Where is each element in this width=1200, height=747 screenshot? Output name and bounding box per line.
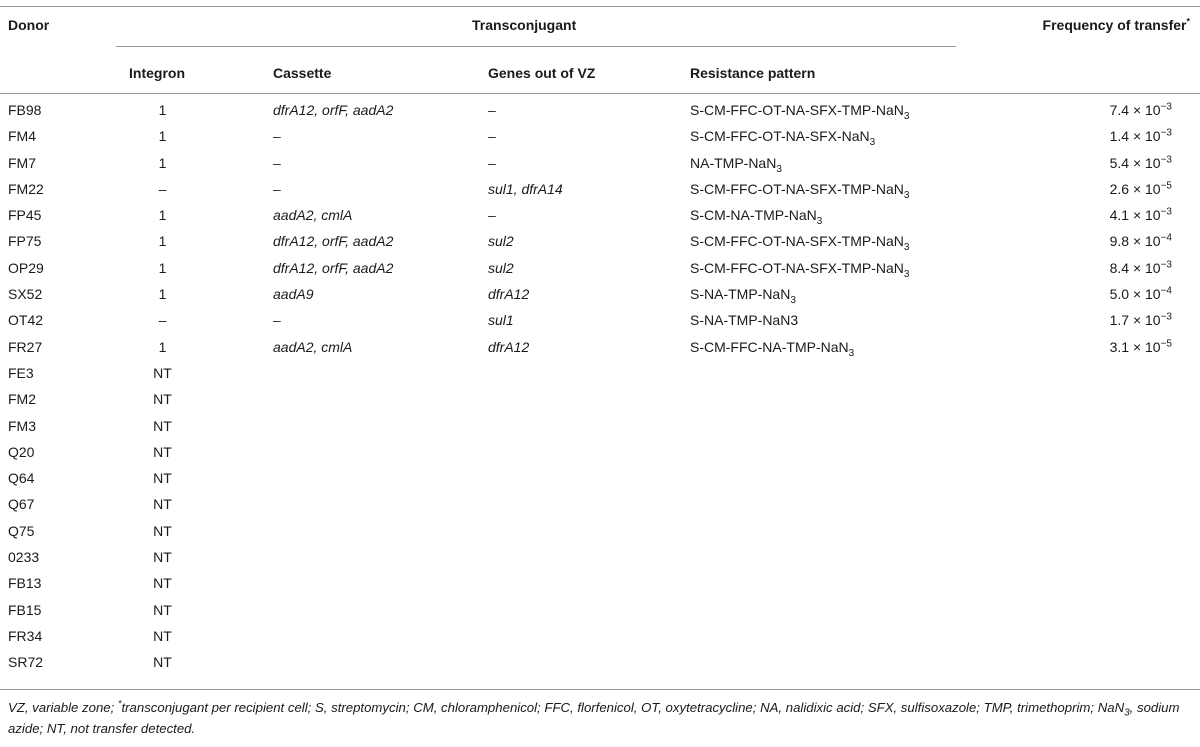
frequency-times-sign: × [1132, 154, 1142, 171]
integron-cell: 1 [158, 102, 167, 118]
frequency-base: 10 [1145, 154, 1161, 171]
integron-cell: NT [153, 364, 172, 381]
resistance-pattern-subscript: 3 [903, 268, 910, 280]
header-resistance-pattern: Resistance pattern [690, 65, 816, 81]
frequency-exponent: −3 [1160, 101, 1172, 113]
genes-out-cell: – [488, 102, 496, 118]
genes-out-cell: – [488, 128, 496, 145]
frequency-mantissa: 7.4 [1109, 102, 1130, 118]
resistance-pattern-subscript: 3 [903, 110, 910, 122]
resistance-pattern-text: S-CM-FFC-OT-NA-SFX-TMP-NaN [690, 259, 904, 276]
integron-cell: NT [153, 549, 172, 566]
table-row [0, 360, 1200, 386]
genes-out-cell: – [488, 207, 496, 224]
frequency-base: 10 [1145, 128, 1161, 145]
frequency-times-sign: × [1132, 128, 1142, 145]
resistance-pattern-subscript: 3 [903, 189, 910, 201]
frequency-exponent: −3 [1160, 206, 1172, 218]
resistance-pattern-text: S-NA-TMP-NaN3 [690, 312, 799, 329]
header-bottom-rule [0, 93, 1200, 94]
frequency-base: 10 [1145, 286, 1161, 303]
donor-cell: FP75 [8, 233, 42, 250]
donor-cell: FM7 [8, 154, 36, 171]
table-row [0, 176, 1200, 202]
footnote-part1: VZ, variable zone; [8, 700, 118, 715]
donor-cell: FM4 [8, 128, 36, 145]
resistance-pattern-text: S-CM-FFC-OT-NA-SFX-NaN [690, 128, 870, 145]
frequency-mantissa: 5.0 [1109, 286, 1130, 303]
header-frequency-text: Frequency of transfer [1042, 17, 1187, 33]
resistance-pattern-cell [690, 202, 822, 228]
integron-cell: NT [153, 391, 172, 408]
integron-cell: 1 [158, 338, 167, 355]
frequency-times-sign: × [1132, 286, 1142, 303]
resistance-pattern-cell [690, 307, 798, 333]
integron-cell: – [158, 312, 167, 329]
header-frequency [1043, 17, 1190, 34]
frequency-cell [1110, 97, 1172, 123]
frequency-exponent: −3 [1160, 259, 1172, 271]
donor-cell: OT42 [8, 312, 44, 329]
cassette-cell: aadA2, cmlA [273, 207, 353, 224]
resistance-pattern-cell [690, 281, 796, 307]
frequency-base: 10 [1145, 233, 1161, 250]
resistance-pattern-cell [690, 176, 909, 202]
frequency-exponent: −4 [1160, 232, 1172, 244]
resistance-pattern-text: S-CM-FFC-OT-NA-SFX-TMP-NaN [690, 233, 904, 250]
header-genes-out-of-vz: Genes out of VZ [488, 65, 596, 81]
cassette-cell: – [273, 180, 281, 197]
frequency-mantissa: 4.1 [1109, 207, 1130, 224]
donor-cell: 0233 [8, 549, 40, 566]
table-row [0, 97, 1200, 123]
donor-cell: FB98 [8, 102, 42, 118]
resistance-pattern-subscript: 3 [790, 294, 796, 306]
footnote-part3: , sodium azide; NT, not transfer detected. [8, 700, 1180, 736]
resistance-pattern-text: S-CM-FFC-OT-NA-SFX-TMP-NaN [690, 180, 904, 197]
table-row [0, 307, 1200, 333]
donor-cell: FE3 [8, 364, 34, 381]
table-row [0, 649, 1200, 675]
integron-cell: NT [153, 575, 172, 592]
frequency-mantissa: 3.1 [1109, 338, 1130, 355]
integron-cell: NT [153, 601, 172, 618]
resistance-pattern-text: NA-TMP-NaN [690, 154, 777, 171]
cassette-cell: dfrA12, orfF, aadA2 [273, 259, 394, 276]
table-row [0, 281, 1200, 307]
frequency-cell [1110, 281, 1172, 307]
frequency-times-sign: × [1132, 312, 1142, 329]
frequency-exponent: −5 [1160, 338, 1172, 350]
frequency-exponent: −4 [1160, 285, 1172, 297]
table-row [0, 597, 1200, 623]
resistance-pattern-subscript: 3 [903, 242, 910, 254]
resistance-pattern-subscript: 3 [816, 215, 823, 227]
integron-cell: 1 [158, 154, 167, 171]
donor-cell: FB13 [8, 575, 42, 592]
integron-cell: 1 [158, 233, 167, 250]
frequency-times-sign: × [1132, 233, 1142, 250]
table-row [0, 491, 1200, 517]
frequency-mantissa: 9.8 [1109, 233, 1130, 250]
table-row [0, 570, 1200, 596]
cassette-cell: dfrA12, orfF, aadA2 [273, 102, 394, 118]
frequency-times-sign: × [1132, 207, 1142, 224]
resistance-pattern-cell [690, 255, 909, 281]
footnote-sub: 3 [1124, 707, 1130, 719]
table-row [0, 623, 1200, 649]
table-top-rule [0, 6, 1200, 7]
cassette-cell: – [273, 312, 281, 329]
integron-cell: NT [153, 627, 172, 644]
resistance-pattern-text: S-NA-TMP-NaN [690, 286, 791, 303]
resistance-pattern-cell [690, 97, 909, 123]
table-row [0, 228, 1200, 254]
table-body [0, 97, 1200, 676]
frequency-cell [1110, 150, 1172, 176]
resistance-pattern-cell [690, 150, 782, 176]
integron-cell: NT [153, 443, 172, 460]
genes-out-cell: sul1, dfrA14 [488, 180, 563, 197]
frequency-exponent: −5 [1160, 180, 1172, 192]
table-footnote [8, 697, 1194, 739]
table-row [0, 334, 1200, 360]
resistance-pattern-subscript: 3 [869, 137, 876, 149]
integron-cell: 1 [158, 259, 167, 276]
donor-cell: SX52 [8, 286, 43, 303]
header-integron: Integron [129, 65, 185, 81]
frequency-cell [1110, 307, 1172, 333]
integron-cell: NT [153, 496, 172, 513]
frequency-times-sign: × [1132, 102, 1142, 118]
table-row [0, 255, 1200, 281]
transconjugant-span-rule [116, 46, 956, 47]
frequency-cell [1110, 255, 1172, 281]
donor-cell: FM22 [8, 180, 44, 197]
donor-cell: FM2 [8, 391, 36, 408]
frequency-cell [1110, 123, 1172, 149]
donor-cell: FB15 [8, 601, 42, 618]
integron-cell: 1 [158, 128, 167, 145]
resistance-pattern-subscript: 3 [848, 347, 855, 359]
frequency-base: 10 [1145, 338, 1161, 355]
header-transconjugant: Transconjugant [472, 17, 577, 33]
genes-out-cell: dfrA12 [488, 338, 530, 355]
table-row [0, 544, 1200, 570]
frequency-times-sign: × [1132, 338, 1142, 355]
table-row [0, 518, 1200, 544]
header-cassette: Cassette [273, 65, 332, 81]
integron-cell: NT [153, 417, 172, 434]
frequency-cell [1110, 176, 1172, 202]
frequency-cell [1110, 334, 1172, 360]
table-row [0, 150, 1200, 176]
cassette-cell: – [273, 154, 281, 171]
resistance-pattern-cell [690, 334, 854, 360]
frequency-exponent: −3 [1160, 127, 1172, 139]
resistance-pattern-text: S-CM-FFC-OT-NA-SFX-TMP-NaN [690, 102, 904, 118]
frequency-times-sign: × [1132, 259, 1142, 276]
resistance-pattern-cell [690, 228, 909, 254]
header-donor: Donor [8, 17, 50, 33]
table-row [0, 413, 1200, 439]
cassette-cell: dfrA12, orfF, aadA2 [273, 233, 394, 250]
resistance-pattern-subscript: 3 [776, 163, 782, 175]
donor-cell: FR27 [8, 338, 43, 355]
cassette-cell: – [273, 128, 281, 145]
frequency-mantissa: 1.4 [1109, 128, 1130, 145]
frequency-base: 10 [1145, 312, 1161, 329]
frequency-mantissa: 2.6 [1109, 180, 1130, 197]
genes-out-cell: sul2 [488, 259, 514, 276]
donor-cell: Q64 [8, 470, 35, 487]
footnote-mark: * [117, 698, 122, 709]
donor-cell: Q20 [8, 443, 35, 460]
donor-cell: FR34 [8, 627, 43, 644]
frequency-mantissa: 5.4 [1109, 154, 1130, 171]
frequency-exponent: −3 [1160, 153, 1172, 165]
donor-cell: Q67 [8, 496, 35, 513]
resistance-pattern-text: S-CM-FFC-NA-TMP-NaN [690, 338, 849, 355]
resistance-pattern-cell [690, 123, 875, 149]
cassette-cell: aadA2, cmlA [273, 338, 353, 355]
table-bottom-rule [0, 689, 1200, 690]
frequency-base: 10 [1145, 259, 1161, 276]
donor-cell: FP45 [8, 207, 42, 224]
cassette-cell: aadA9 [273, 286, 314, 303]
frequency-mantissa: 8.4 [1109, 259, 1130, 276]
genes-out-cell: sul1 [488, 312, 514, 329]
table-row [0, 439, 1200, 465]
frequency-base: 10 [1145, 102, 1161, 118]
frequency-times-sign: × [1132, 180, 1142, 197]
integron-cell: 1 [158, 207, 167, 224]
frequency-base: 10 [1145, 180, 1161, 197]
genes-out-cell: – [488, 154, 496, 171]
header-frequency-mark: * [1186, 16, 1190, 27]
donor-cell: OP29 [8, 259, 44, 276]
integron-cell: – [158, 180, 167, 197]
table-row [0, 202, 1200, 228]
genes-out-cell: dfrA12 [488, 286, 530, 303]
resistance-pattern-text: S-CM-NA-TMP-NaN [690, 207, 817, 224]
footnote-part2: transconjugant per recipient cell; S, streptomycin; CM, chloramphenicol; FFC, florfenicol, OT, oxytetracycline; NA, nalidixic acid; SFX, sulfisoxazole; TMP, trimethoprim; NaN [121, 700, 1125, 715]
table-row [0, 465, 1200, 491]
frequency-exponent: −3 [1160, 311, 1172, 323]
frequency-base: 10 [1145, 207, 1161, 224]
integron-cell: NT [153, 470, 172, 487]
genes-out-cell: sul2 [488, 233, 514, 250]
donor-cell: Q75 [8, 522, 35, 539]
frequency-cell [1110, 202, 1172, 228]
donor-cell: FM3 [8, 417, 36, 434]
table-row [0, 123, 1200, 149]
integron-cell: 1 [158, 286, 167, 303]
donor-cell: SR72 [8, 654, 44, 671]
table-row [0, 386, 1200, 412]
frequency-mantissa: 1.7 [1109, 312, 1130, 329]
integron-cell: NT [153, 522, 172, 539]
frequency-cell [1110, 228, 1172, 254]
integron-cell: NT [153, 654, 172, 671]
